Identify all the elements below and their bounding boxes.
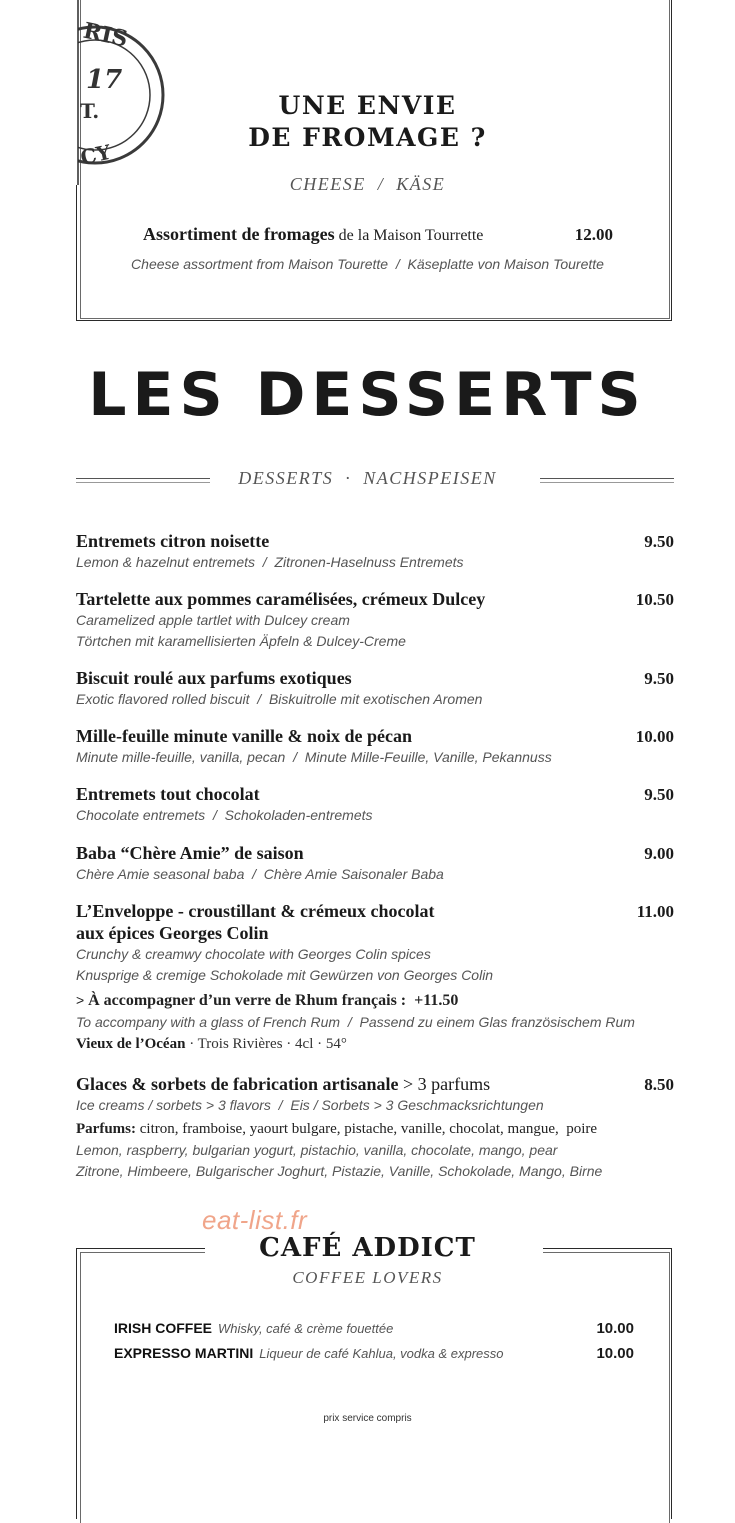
- dessert-desc: Minute mille-feuille, vanilla, pecan / Minute Mille-Feuille, Vanille, Pekannuss: [76, 749, 552, 765]
- dessert-desc: Exotic flavored rolled biscuit / Biskuitrolle mit exotischen Aromen: [76, 691, 483, 707]
- svg-text:17: 17: [86, 65, 123, 95]
- rum-prefix: >: [76, 992, 89, 1008]
- list-item: [76, 530, 674, 573]
- dessert-desc-de: Törtchen mit karamellisierten Äpfeln & Dulcey-Creme: [76, 633, 406, 649]
- cafe-item-price: 10.00: [596, 1320, 634, 1337]
- rum-name: Vieux de l’Océan: [76, 1036, 186, 1052]
- rum-pairing: [76, 989, 674, 1012]
- list-item: [76, 842, 674, 885]
- glaces-label: [76, 1073, 490, 1095]
- cheese-item-row: [143, 224, 613, 245]
- cafe-title: CAFÉ ADDICT: [259, 1233, 476, 1263]
- watermark: eat-list.fr: [202, 1205, 308, 1235]
- parfums-de: Zitrone, Himbeere, Bulgarischer Joghurt, Pistazie, Vanille, Schokolade, Mango, Birne: [76, 1163, 603, 1179]
- cafe-box-frame-inner: [80, 1252, 670, 1523]
- svg-text:T.: T.: [80, 99, 100, 123]
- dessert-desc: Crunchy & creamwy chocolate with Georges Colin spices: [76, 946, 431, 962]
- dessert-name-line2: aux épices Georges Colin: [76, 923, 269, 943]
- dessert-name: Entremets citron noisette: [76, 531, 270, 551]
- list-item: [76, 667, 674, 710]
- cheese-title-line1: UNE ENVIE: [278, 91, 457, 120]
- dessert-price: 10.50: [635, 590, 674, 609]
- list-item: [76, 783, 674, 826]
- cheese-subtitle: CHEESE / KÄSE: [289, 174, 446, 194]
- cafe-item-name: IRISH COFFEE: [114, 1320, 213, 1336]
- desserts-title: LES DESSERTS: [88, 360, 647, 430]
- dessert-desc: Caramelized apple tartlet with Dulcey cream: [76, 612, 350, 628]
- parfums-en: Lemon, raspberry, bulgarian yogurt, pistachio, vanilla, chocolate, mango, pear: [76, 1142, 558, 1158]
- dessert-desc: Chère Amie seasonal baba / Chère Amie Saisonaler Baba: [76, 866, 444, 882]
- svg-text:CY: CY: [78, 139, 113, 170]
- cafe-item-label: [114, 1345, 504, 1363]
- dessert-price: 10.00: [635, 727, 674, 746]
- dessert-price: 9.50: [644, 669, 674, 688]
- dessert-price: 9.00: [644, 844, 674, 863]
- cheese-item-price: 12.00: [574, 225, 613, 244]
- cafe-item-name: EXPRESSO MARTINI: [114, 1345, 254, 1361]
- cafe-subtitle: COFFEE LOVERS: [292, 1268, 443, 1287]
- dessert-name-suffix: > 3 parfums: [398, 1074, 491, 1094]
- table-row: [114, 1320, 634, 1338]
- list-item-enveloppe: [76, 900, 674, 1055]
- dessert-name: Baba “Chère Amie” de saison: [76, 843, 304, 863]
- dessert-desc-de: Knusprige & cremige Schokolade mit Gewürzen von Georges Colin: [76, 967, 494, 983]
- dessert-desc: Ice creams / sorbets > 3 flavors / Eis / Sorbets > 3 Geschmacksrichtungen: [76, 1097, 544, 1113]
- cheese-item-name-suffix: de la Maison Tourrette: [334, 227, 484, 244]
- table-row: [114, 1345, 634, 1363]
- dessert-name: Entremets tout chocolat: [76, 784, 260, 804]
- desserts-subtitle: DESSERTS · NACHSPEISEN: [238, 468, 497, 488]
- dessert-name: Glaces & sorbets de fabrication artisanale: [76, 1074, 399, 1094]
- cheese-title-line2: DE FROMAGE ?: [248, 123, 487, 152]
- dessert-price: 9.50: [644, 532, 674, 551]
- list-item-glaces: [76, 1073, 674, 1182]
- list-item: [76, 588, 674, 652]
- parfums-list: citron, framboise, yaourt bulgare, pistache, vanille, chocolat, mangue, poire: [136, 1121, 598, 1137]
- dessert-desc: Chocolate entremets / Schokoladen-entremets: [76, 807, 373, 823]
- dessert-name: Tartelette aux pommes caramélisées, crémeux Dulcey: [76, 589, 486, 609]
- dessert-name: Mille-feuille minute vanille & noix de pécan: [76, 726, 412, 746]
- cheese-item-desc: Cheese assortment from Maison Tourette / Käseplatte von Maison Tourette: [131, 256, 604, 272]
- rum-label: À accompagner d’un verre de Rhum français :: [88, 992, 407, 1009]
- footer-note: prix service compris: [323, 1413, 412, 1424]
- list-item: [76, 725, 674, 768]
- cheese-item-label: [143, 224, 483, 245]
- dessert-desc: Lemon & hazelnut entremets / Zitronen-Haselnuss Entremets: [76, 554, 464, 570]
- svg-text:RIS: RIS: [81, 17, 130, 53]
- dessert-price: 11.00: [636, 902, 674, 921]
- cafe-item-label: [114, 1320, 393, 1338]
- dessert-price: 9.50: [644, 785, 674, 804]
- dessert-name: Biscuit roulé aux parfums exotiques: [76, 668, 352, 688]
- rum-desc: To accompany with a glass of French Rum / Passend zu einem Glas französischem Rum: [76, 1014, 635, 1030]
- rum-price: +11.50: [414, 992, 459, 1009]
- parfums-label: Parfums:: [76, 1121, 136, 1137]
- cafe-item-desc: Liqueur de café Kahlua, vodka & expresso: [259, 1346, 504, 1361]
- rum-info: [76, 1033, 674, 1055]
- rum-detail: · Trois Rivières · 4cl · 54°: [185, 1036, 347, 1052]
- parfums-line: [76, 1118, 674, 1140]
- cheese-item-name: Assortiment de fromages: [143, 224, 335, 244]
- dessert-price: 8.50: [644, 1075, 674, 1094]
- cafe-item-price: 10.00: [596, 1345, 634, 1362]
- dessert-name: L’Enveloppe - croustillant & crémeux chocolat: [76, 901, 435, 921]
- cafe-item-desc: Whisky, café & crème fouettée: [218, 1321, 394, 1336]
